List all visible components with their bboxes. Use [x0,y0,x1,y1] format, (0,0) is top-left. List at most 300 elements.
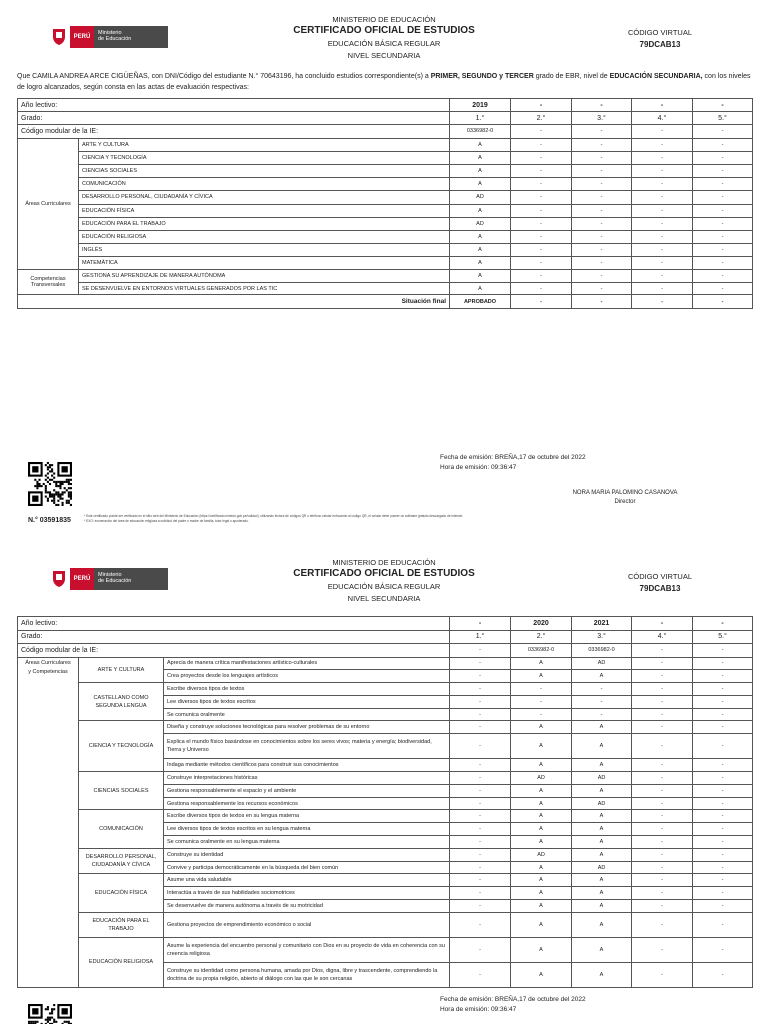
grade-cell: - [632,797,693,810]
grade-cell: A [572,836,632,849]
grade-row-cell: 1.° [450,112,511,125]
area-name: COMUNICACIÓN [79,178,450,191]
qr-module [68,500,70,502]
director-role: Director [614,499,636,505]
grade-cell: - [572,270,632,283]
qr-module [59,485,61,487]
qr-module [59,496,61,498]
grade-cell: - [693,257,753,270]
logo-ministry-line2: de Educación [98,578,132,584]
peru-shield-icon [48,26,70,48]
grade-row-cell: 3.° [572,112,632,125]
grade-cell: - [632,721,693,734]
grade-row-cell: 4.° [632,630,693,644]
grade-cell: AD [450,217,511,230]
transversal-row [18,270,753,283]
qr-module [53,1004,55,1006]
competency-text: Se comunica oralmente [164,708,450,721]
virtual-code-value: 79DCAB13 [639,584,681,593]
grade-cell: A [572,937,632,962]
area-row [18,178,753,191]
grade-cell: - [450,759,511,772]
qr-module [57,491,59,493]
virtual-code-value: 79DCAB13 [639,40,681,49]
qr-module [36,1021,38,1023]
qr-module [47,468,49,470]
qr-module [41,485,43,487]
qr-module [38,485,40,487]
grade-cell: - [693,848,753,861]
area-name: DESARROLLO PERSONAL, CIUDADANÍA Y CÍVICA [79,191,450,204]
final-status-cell: - [511,295,572,309]
education-level: NIVEL SECUNDARIA [347,51,421,60]
grade-cell: - [632,861,693,874]
qr-module [47,491,49,493]
qr-module [70,493,72,495]
grade-cell: - [572,217,632,230]
education-level: NIVEL SECUNDARIA [347,594,421,603]
qr-module [53,472,55,474]
qr-module [49,1017,51,1019]
qr-module [47,1006,49,1008]
qr-module [51,1017,53,1019]
grade-cell: - [572,708,632,721]
competency-text: Escribe diversos tipos de textos [164,683,450,696]
qr-module [28,1021,30,1023]
qr-module [51,468,53,470]
grade-cell: A [572,734,632,759]
area-row [18,191,753,204]
director-name: NORA MARIA PALOMINO CASANOVA [572,490,678,496]
grade-cell: - [632,230,693,243]
qr-finder [62,466,68,472]
grade-cell: - [693,721,753,734]
competency-text: Interactúa a través de sus habilidades sociomotrices [164,887,450,900]
issue-info [440,453,586,473]
minedu-logo [48,568,168,590]
competency-text: Explica el mundo físico basándose en conocimientos sobre los seres vivos; materia y energía; biodiversidad, Tierra y Universo [164,734,450,759]
issue-date: Fecha de emisión: BREÑA,17 de octubre del 2022 [440,454,586,461]
competency-text: Gestiona responsablemente el espacio y el ambiente [164,784,450,797]
grade-cell: - [572,178,632,191]
grade-cell: - [693,282,753,295]
grade-cell: A [511,861,572,874]
grade-cell: - [693,683,753,696]
qr-module [53,1008,55,1010]
grade-cell: - [632,708,693,721]
grade-cell: - [693,138,753,151]
minedu-logo [48,26,168,48]
year-row-cell: - [632,99,693,112]
grade-cell: AD [572,797,632,810]
grade-cell: - [632,257,693,270]
grade-cell: - [693,230,753,243]
final-status-cell: APROBADO [450,295,511,309]
grade-cell: - [511,191,572,204]
qr-module [47,462,49,464]
grade-cell: - [632,912,693,937]
grade-cell: - [572,204,632,217]
qr-module [55,481,57,483]
qr-module [68,481,70,483]
competency-text: Aprecia de manera crítica manifestaciones artístico-culturales [164,657,450,670]
grade-cell: - [693,270,753,283]
qr-module [55,504,57,506]
year-row [18,617,753,631]
area-name: CIENCIAS SOCIALES [79,164,450,177]
qr-module [43,483,45,485]
grade-cell: - [450,734,511,759]
grade-cell: - [572,695,632,708]
transversal-group-label [18,270,79,295]
grade-cell: - [632,683,693,696]
modular-code-row [18,125,753,138]
grade-cell: - [632,282,693,295]
grade-cell: - [511,217,572,230]
grade-cell: A [511,874,572,887]
ministry-title: MINISTERIO DE EDUCACIÓN [332,15,436,24]
modular-code-row-label: Código modular de la IE: [18,125,450,138]
intro-text-1: Que CAMILA ANDREA ARCE CIGÜEÑAS, con DNI/Código del estudiante N.° 70643196, ha concluido estudios correspondiente(s) a [17,73,431,80]
qr-module [66,500,68,502]
grade-cell: - [632,670,693,683]
grade-cell: A [572,784,632,797]
qr-module [57,504,59,506]
modular-code-row-cell: - [572,125,632,138]
qr-module [53,489,55,491]
competency-text: Gestiona proyectos de emprendimiento económico o social [164,912,450,937]
qr-module [38,483,40,485]
final-status-row [18,295,753,309]
qr-module [36,481,38,483]
grade-row [18,630,753,644]
qr-module [51,475,53,477]
grade-cell: - [632,848,693,861]
area-name: EDUCACIÓN FÍSICA [79,874,164,912]
qr-module [49,479,51,481]
grade-row-cell: 2.° [511,630,572,644]
qr-module [68,502,70,504]
modular-code-row-cell: - [632,125,693,138]
qr-module [68,479,70,481]
area-row [18,164,753,177]
grade-cell: - [450,695,511,708]
qr-module [32,1021,34,1023]
grade-cell: - [511,282,572,295]
grade-cell: - [450,810,511,823]
qr-module [68,493,70,495]
grade-cell: - [450,912,511,937]
logo-country: PERÚ [70,568,94,590]
competency-row [18,772,753,785]
grade-cell: A [511,912,572,937]
grade-cell: - [632,191,693,204]
competency-text: Construye su identidad como persona humana, amada por Dios, digna, libre y trascendente, comprendiendo la doctrina de su propia religión, abierto al diálogo con las que le son cercanas [164,962,450,987]
qr-module [30,1021,32,1023]
folio-number: N.° 03591835 [28,517,71,524]
competency-text: Crea proyectos desde los lenguajes artísticos [164,670,450,683]
intro-text-2: grado de EBR, nivel de [533,73,610,80]
qr-module [53,493,55,495]
grade-cell: - [693,204,753,217]
qr-module [47,477,49,479]
intro-text-3: con los niveles de logro alcanzados, según consta en las actas de evaluación respectivas: [17,73,751,91]
qr-module [57,485,59,487]
qr-module [70,504,72,506]
grade-cell: A [572,900,632,913]
grade-cell: A [511,823,572,836]
areas-group-label-1: Áreas Curriculares [25,659,71,666]
education-type: EDUCACIÓN BÁSICA REGULAR [327,39,441,48]
areas-group-label [18,657,79,987]
grade-cell: - [693,912,753,937]
grade-row-cell: 1.° [450,630,511,644]
competency-text: Se comunica oralmente en su lengua materna [164,836,450,849]
qr-module [66,479,68,481]
qr-module [36,487,38,489]
qr-module [70,483,72,485]
grade-row [18,112,753,125]
qr-module [49,1019,51,1021]
grade-cell: - [693,797,753,810]
grade-row-label: Grado: [18,112,450,125]
competency-text: Gestiona responsablemente los recursos económicos [164,797,450,810]
qr-module [68,491,70,493]
qr-module [68,1021,70,1023]
qr-code-icon[interactable] [28,462,72,506]
grade-cell: - [511,708,572,721]
grade-cell: A [511,657,572,670]
qr-module [53,481,55,483]
grade-cell: - [511,204,572,217]
qr-module [49,466,51,468]
competency-text: Escribe diversos tipos de textos en su lengua materna [164,810,450,823]
qr-code-icon[interactable] [28,1004,72,1024]
grade-cell: - [511,230,572,243]
competency-name: SE DESENVUELVE EN ENTORNOS VIRTUALES GENERADOS POR LAS TIC [79,282,450,295]
competency-text: Asume la experiencia del encuentro personal y comunitario con Dios en su proyecto de vida en coherencia con su creencia religiosa [164,937,450,962]
certificate-title: CERTIFICADO OFICIAL DE ESTUDIOS [293,568,475,579]
grade-cell: - [511,257,572,270]
grade-cell: A [511,836,572,849]
grade-cell: - [632,900,693,913]
modular-code-row [18,644,753,658]
competency-row [18,721,753,734]
qr-module [45,489,47,491]
grade-cell: - [572,151,632,164]
grade-cell: - [632,874,693,887]
issue-info [440,995,586,1015]
qr-module [53,502,55,504]
footnote-2: * EXO: exoneración del área de educación religiosa a solicitud del padre o madre de familia, tutor legal o apoderado. [84,519,249,523]
grade-cell: - [693,874,753,887]
qr-module [57,496,59,498]
competency-text: Lee diversos tipos de textos escritos [164,695,450,708]
grade-cell: - [693,900,753,913]
grade-row-cell: 5.° [693,630,753,644]
grade-cell: AD [450,191,511,204]
grade-cell: - [450,887,511,900]
grade-cell: AD [572,772,632,785]
grade-cell: A [572,887,632,900]
grade-cell: A [450,270,511,283]
area-name: ARTE Y CULTURA [79,138,450,151]
grade-cell: - [693,178,753,191]
area-name: EDUCACIÓN PARA EL TRABAJO [79,217,450,230]
qr-module [55,485,57,487]
grade-cell: - [572,244,632,257]
qr-module [62,483,64,485]
grade-cell: - [572,164,632,177]
qr-module [47,466,49,468]
qr-module [53,1019,55,1021]
virtual-code-label: CÓDIGO VIRTUAL [627,28,693,37]
year-row [18,99,753,112]
grade-cell: AD [511,772,572,785]
grade-cell: - [511,151,572,164]
modular-code-row-cell: - [693,644,753,658]
logo-ministry-line2: de Educación [98,36,132,42]
competency-text: Indaga mediante métodos científicos para construir sus conocimientos [164,759,450,772]
grade-cell: AD [572,861,632,874]
qr-module [70,491,72,493]
grade-cell: - [632,244,693,257]
area-name: EDUCACIÓN RELIGIOSA [79,230,450,243]
qr-module [49,493,51,495]
grade-cell: - [511,683,572,696]
grade-cell: A [511,810,572,823]
qr-module [47,1017,49,1019]
qr-module [68,496,70,498]
final-status-cell: - [632,295,693,309]
qr-module [45,475,47,477]
ministry-title: MINISTERIO DE EDUCACIÓN [332,558,436,567]
grade-cell: A [511,797,572,810]
grade-cell: - [632,772,693,785]
grade-cell: - [693,772,753,785]
qr-finder [32,496,38,502]
final-status-cell: - [693,295,753,309]
grade-cell: - [693,734,753,759]
qr-module [70,487,72,489]
issue-time: Hora de emisión: 09:36:47 [440,1006,517,1013]
qr-finder [62,1008,68,1014]
qr-module [49,483,51,485]
grade-cell: - [450,708,511,721]
grade-cell: A [511,784,572,797]
grade-cell: A [450,138,511,151]
grade-cell: - [693,217,753,230]
grade-cell: - [693,836,753,849]
certificate-title: CERTIFICADO OFICIAL DE ESTUDIOS [293,25,475,36]
competency-name: GESTIONA SU APRENDIZAJE DE MANERA AUTÓNOMA [79,270,450,283]
certificate-header [234,558,534,603]
area-row [18,257,753,270]
qr-module [55,1021,57,1023]
grade-cell: - [450,848,511,861]
qr-module [45,485,47,487]
grade-cell: - [632,217,693,230]
grade-cell: - [450,937,511,962]
qr-module [45,464,47,466]
qr-module [47,500,49,502]
certificate-header [234,15,534,60]
competency-text: Lee diversos tipos de textos escritos en su lengua materna [164,823,450,836]
qr-module [57,493,59,495]
grade-cell: A [450,230,511,243]
qr-module [59,483,61,485]
grade-cell: - [511,244,572,257]
competency-row [18,848,753,861]
competency-row [18,657,753,670]
grade-cell: A [450,244,511,257]
certificate-intro [17,71,752,93]
logo-country: PERÚ [70,26,94,48]
qr-module [51,493,53,495]
grade-cell: - [450,797,511,810]
grade-cell: - [693,695,753,708]
virtual-code-label: CÓDIGO VIRTUAL [627,572,693,581]
area-row [18,138,753,151]
areas-group-label-2: y Competencias [28,668,68,675]
qr-module [49,464,51,466]
qr-module [45,1008,47,1010]
qr-module [62,502,64,504]
qr-module [45,496,47,498]
grade-cell: - [693,164,753,177]
qr-module [51,1008,53,1010]
grade-cell: A [572,874,632,887]
grade-cell: - [693,784,753,797]
grade-cell: - [450,721,511,734]
grade-row-cell: 5.° [693,112,753,125]
modular-code-row-cell: 0336982-0 [450,125,511,138]
area-name: ARTE Y CULTURA [79,657,164,683]
year-row-cell: - [693,99,753,112]
qr-module [59,487,61,489]
area-name: CIENCIA Y TECNOLOGÍA [79,721,164,772]
area-group-label: Áreas Curriculares [18,138,79,270]
grade-cell: - [450,962,511,987]
grade-cell: A [511,759,572,772]
qr-module [59,493,61,495]
qr-module [59,481,61,483]
year-row-cell: - [572,99,632,112]
grades-table-1 [17,98,753,309]
grade-cell: - [450,823,511,836]
qr-module [64,491,66,493]
qr-module [38,479,40,481]
issue-date: Fecha de emisión: BREÑA,17 de octubre del 2022 [440,996,586,1003]
qr-module [34,485,36,487]
grade-cell: A [572,848,632,861]
grade-cell: - [450,683,511,696]
grade-row-cell: 4.° [632,112,693,125]
qr-module [47,481,49,483]
qr-module [51,464,53,466]
year-row-label: Año lectivo: [18,617,450,631]
grade-cell: AD [511,848,572,861]
area-name: EDUCACIÓN PARA EL TRABAJO [79,912,164,937]
grade-cell: A [572,823,632,836]
qr-module [55,483,57,485]
competency-row [18,912,753,937]
qr-module [70,479,72,481]
logo-ministry [94,26,168,48]
grade-cell: A [511,887,572,900]
grade-cell: - [693,861,753,874]
grade-cell: - [450,784,511,797]
